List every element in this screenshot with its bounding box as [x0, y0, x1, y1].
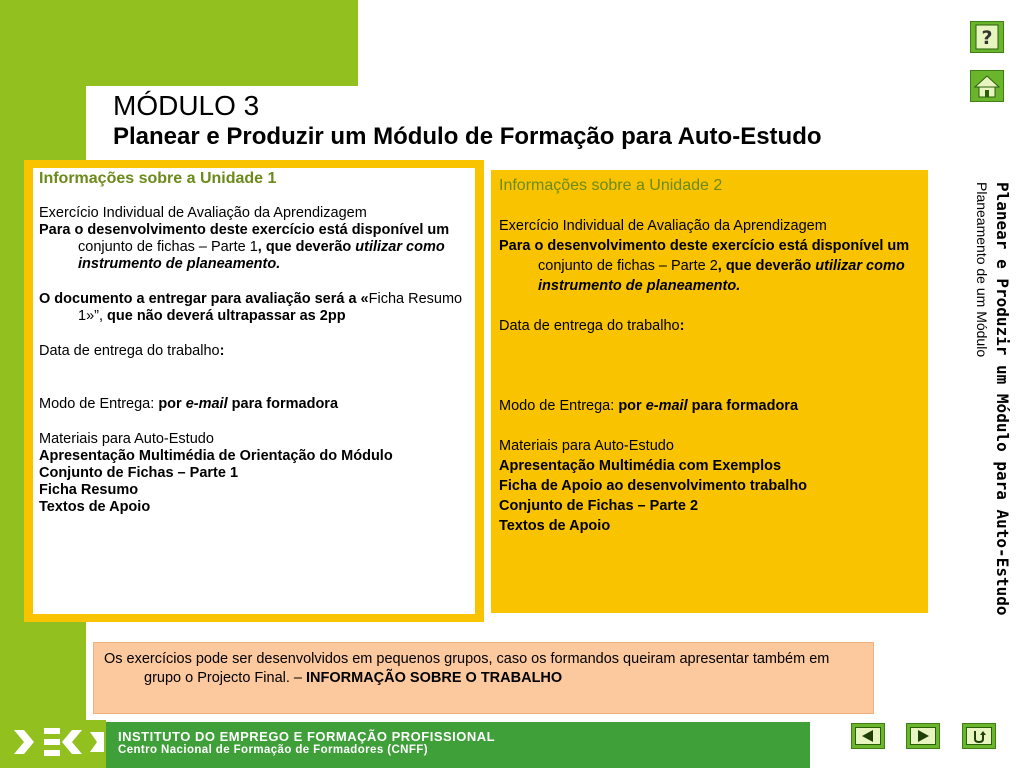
unit2-instructions-emphasis: utilizar como instrumento de planeamento. [538, 258, 905, 294]
previous-button[interactable] [851, 723, 885, 749]
unit1-materials-label: Materiais para Auto-Estudo [39, 431, 214, 447]
unit1-instructions-normal: conjunto de fichas – Parte 1 [78, 239, 258, 255]
arrow-right-icon [910, 727, 936, 745]
unit1-instructions-bold2: , que deverão [257, 239, 356, 255]
return-icon [966, 727, 992, 745]
return-button[interactable] [962, 723, 996, 749]
unit2-header: Informações sobre a Unidade 2 [499, 177, 723, 194]
unit1-mode-bold1: por [158, 396, 186, 412]
unit1-mode-label: Modo de Entrega: [39, 396, 159, 412]
unit2-materials-label: Materiais para Auto-Estudo [499, 438, 674, 454]
unit1-delivery-date-label: Data de entrega do trabalho [39, 343, 220, 359]
unit2-exercise-title: Exercício Individual de Avaliação da Aprendizagem [499, 218, 827, 234]
side-title-rotated [972, 182, 1012, 615]
unit2-delivery-date-colon: : [679, 318, 685, 334]
unit1-instructions-bold: Para o desenvolvimento deste exercício está disponível um [39, 222, 450, 238]
side-title-secondary: Planeamento de um Módulo [974, 182, 990, 358]
note-bold-text: INFORMAÇÃO SOBRE O TRABALHO [306, 670, 563, 686]
help-button[interactable] [970, 21, 1004, 53]
help-icon [975, 24, 999, 50]
next-button[interactable] [906, 723, 940, 749]
unit2-material-item: Ficha de Apoio ao desenvolvimento trabalho [499, 478, 808, 494]
unit1-exercise-title: Exercício Individual de Avaliação da Aprendizagem [39, 205, 367, 221]
page-title [113, 90, 822, 152]
unit2-delivery-mode [499, 396, 919, 416]
unit1-header: Informações sobre a Unidade 1 [39, 170, 277, 187]
group-work-note [93, 642, 874, 714]
unit1-material-item: Conjunto de Fichas – Parte 1 [39, 465, 239, 481]
iefp-logo-icon [0, 720, 106, 768]
footer-centre-name: Centro Nacional de Formação de Formadores (CNFF) [118, 744, 428, 756]
note-text-container [104, 650, 863, 688]
unit1-instructions [39, 222, 469, 273]
unit2-instructions [499, 236, 919, 296]
unit2-delivery-date [499, 316, 919, 336]
unit1-material-item: Ficha Resumo [39, 482, 139, 498]
arrow-left-icon [855, 727, 881, 745]
unit2-instructions-normal: conjunto de fichas – Parte 2 [538, 258, 718, 274]
note-text: Os exercícios pode ser desenvolvidos em pequenos grupos, caso os formandos queiram apresentar também em grupo o Projecto Final. – [104, 651, 830, 686]
unit1-delivery-mode [39, 396, 469, 413]
unit2-mode-label: Modo de Entrega: [499, 398, 619, 414]
unit2-material-item: Textos de Apoio [499, 518, 611, 534]
unit2-material-item: Conjunto de Fichas – Parte 2 [499, 498, 699, 514]
unit2-mode-email: e-mail [645, 398, 688, 414]
unit2-content [499, 176, 919, 536]
unit2-mode-bold2: para formadora [687, 398, 799, 414]
unit2-instructions-bold: Para o desenvolvimento deste exercício está disponível um [499, 238, 910, 254]
unit1-content [39, 170, 469, 516]
unit2-instructions-bold2: , que deverão [717, 258, 816, 274]
unit2-material-item: Apresentação Multimédia com Exemplos [499, 458, 782, 474]
unit2-delivery-date-label: Data de entrega do trabalho [499, 318, 680, 334]
module-subtitle: Planear e Produzir um Módulo de Formação para Auto-Estudo [113, 123, 822, 150]
unit1-document-normal: Ficha Resumo 1»”, [78, 291, 463, 324]
unit1-mode-email: e-mail [185, 396, 228, 412]
unit1-delivery-date-colon: : [219, 343, 225, 359]
unit1-mode-bold2: para formadora [227, 396, 339, 412]
svg-text:?: ? [981, 27, 993, 49]
side-title [944, 182, 1014, 702]
unit1-document-bold: O documento a entregar para avaliação será a « [39, 291, 369, 307]
side-title-main: Planear e Produzir um Módulo para Auto-Estudo [993, 182, 1012, 616]
unit1-delivery-date [39, 343, 469, 360]
iefp-logo [0, 720, 106, 768]
unit1-document-info [39, 291, 469, 325]
unit2-mode-bold1: por [618, 398, 646, 414]
home-icon [973, 74, 1001, 98]
unit1-material-item: Apresentação Multimédia de Orientação do Módulo [39, 448, 393, 464]
unit1-instructions-emphasis: utilizar como instrumento de planeamento. [78, 239, 445, 272]
home-button[interactable] [970, 70, 1004, 102]
module-title: MÓDULO 3 [113, 90, 260, 121]
footer-institute-name: INSTITUTO DO EMPREGO E FORMAÇÃO PROFISSIONAL [118, 729, 496, 744]
unit1-material-item: Textos de Apoio [39, 499, 151, 515]
unit1-document-bold2: que não deverá ultrapassar as 2pp [107, 308, 346, 324]
